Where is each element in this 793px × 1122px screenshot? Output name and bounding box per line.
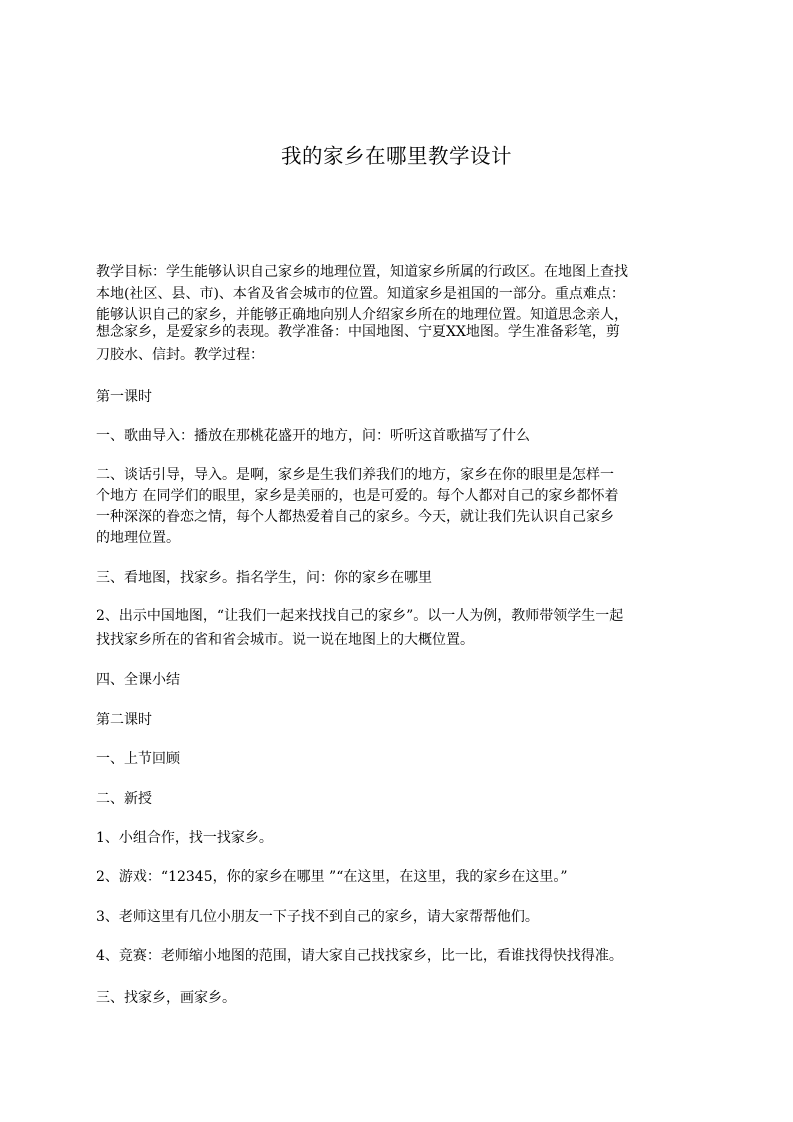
lesson1-item2-line: 二、谈话引导，导入。是啊，家乡是生我们养我们的地方，家乡在你的眼里是怎样一 [96, 467, 614, 483]
lesson2-item2: 二、新授 [96, 791, 152, 807]
lesson1-item3-sub-line: 2、出示中国地图，“让我们一起来找找自己的家乡”。以一人为例，教师带领学生一起 [96, 608, 624, 624]
lesson2-item3: 三、找家乡，画家乡。 [96, 990, 236, 1006]
document-title: 我的家乡在哪里教学设计 [281, 144, 512, 168]
lesson1-heading: 第一课时 [96, 389, 152, 405]
lesson2-item1: 一、上节回顾 [96, 751, 180, 767]
lesson2-sub3: 3、老师这里有几位小朋友一下子找不到自己的家乡，请大家帮帮他们。 [96, 909, 539, 925]
intro-line: 想念家乡，是爱家乡的表现。教学准备：中国地图、宁夏XX地图。学生准备彩笔，剪 [96, 324, 620, 340]
lesson1-item4: 四、全课小结 [96, 672, 180, 688]
lesson2-sub1: 1、小组合作，找一找家乡。 [96, 830, 273, 846]
lesson1-item2-line: 个地方 在同学们的眼里，家乡是美丽的，也是可爱的。每个人都对自己的家乡都怀着 [96, 488, 619, 504]
lesson1-item2-line: 一种深深的眷恋之情，每个人都热爱着自己的家乡。今天，就让我们先认识自己家乡 [96, 509, 614, 525]
intro-line: 刀胶水、信封。教学过程： [96, 347, 264, 363]
lesson1-item3-sub-line: 找找家乡所在的省和省会城市。说一说在地图上的大概位置。 [96, 632, 474, 648]
lesson2-sub2: 2、游戏：“12345，你的家乡在哪里 ”“在这里，在这里，我的家乡在这里。” [96, 869, 568, 885]
lesson2-heading: 第二课时 [96, 712, 152, 728]
lesson1-item1: 一、歌曲导入：播放在那桃花盛开的地方，问：听听这首歌描写了什么 [96, 428, 530, 444]
lesson2-sub4: 4、竞赛：老师缩小地图的范围，请大家自己找找家乡，比一比，看谁找得快找得准。 [96, 948, 623, 964]
intro-line: 教学目标：学生能够认识自己家乡的地理位置，知道家乡所属的行政区。在地图上查找 [96, 264, 628, 280]
intro-line: 本地(社区、县、市)、本省及省会城市的位置。知道家乡是祖国的一部分。重点难点： [96, 286, 625, 302]
lesson1-item2-line: 的地理位置。 [96, 530, 180, 546]
lesson1-item3: 三、看地图，找家乡。指名学生，问：你的家乡在哪里 [96, 570, 432, 586]
intro-line: 能够认识自己的家乡，并能够正确地向别人介绍家乡所在的地理位置。知道思念亲人， [96, 307, 628, 323]
